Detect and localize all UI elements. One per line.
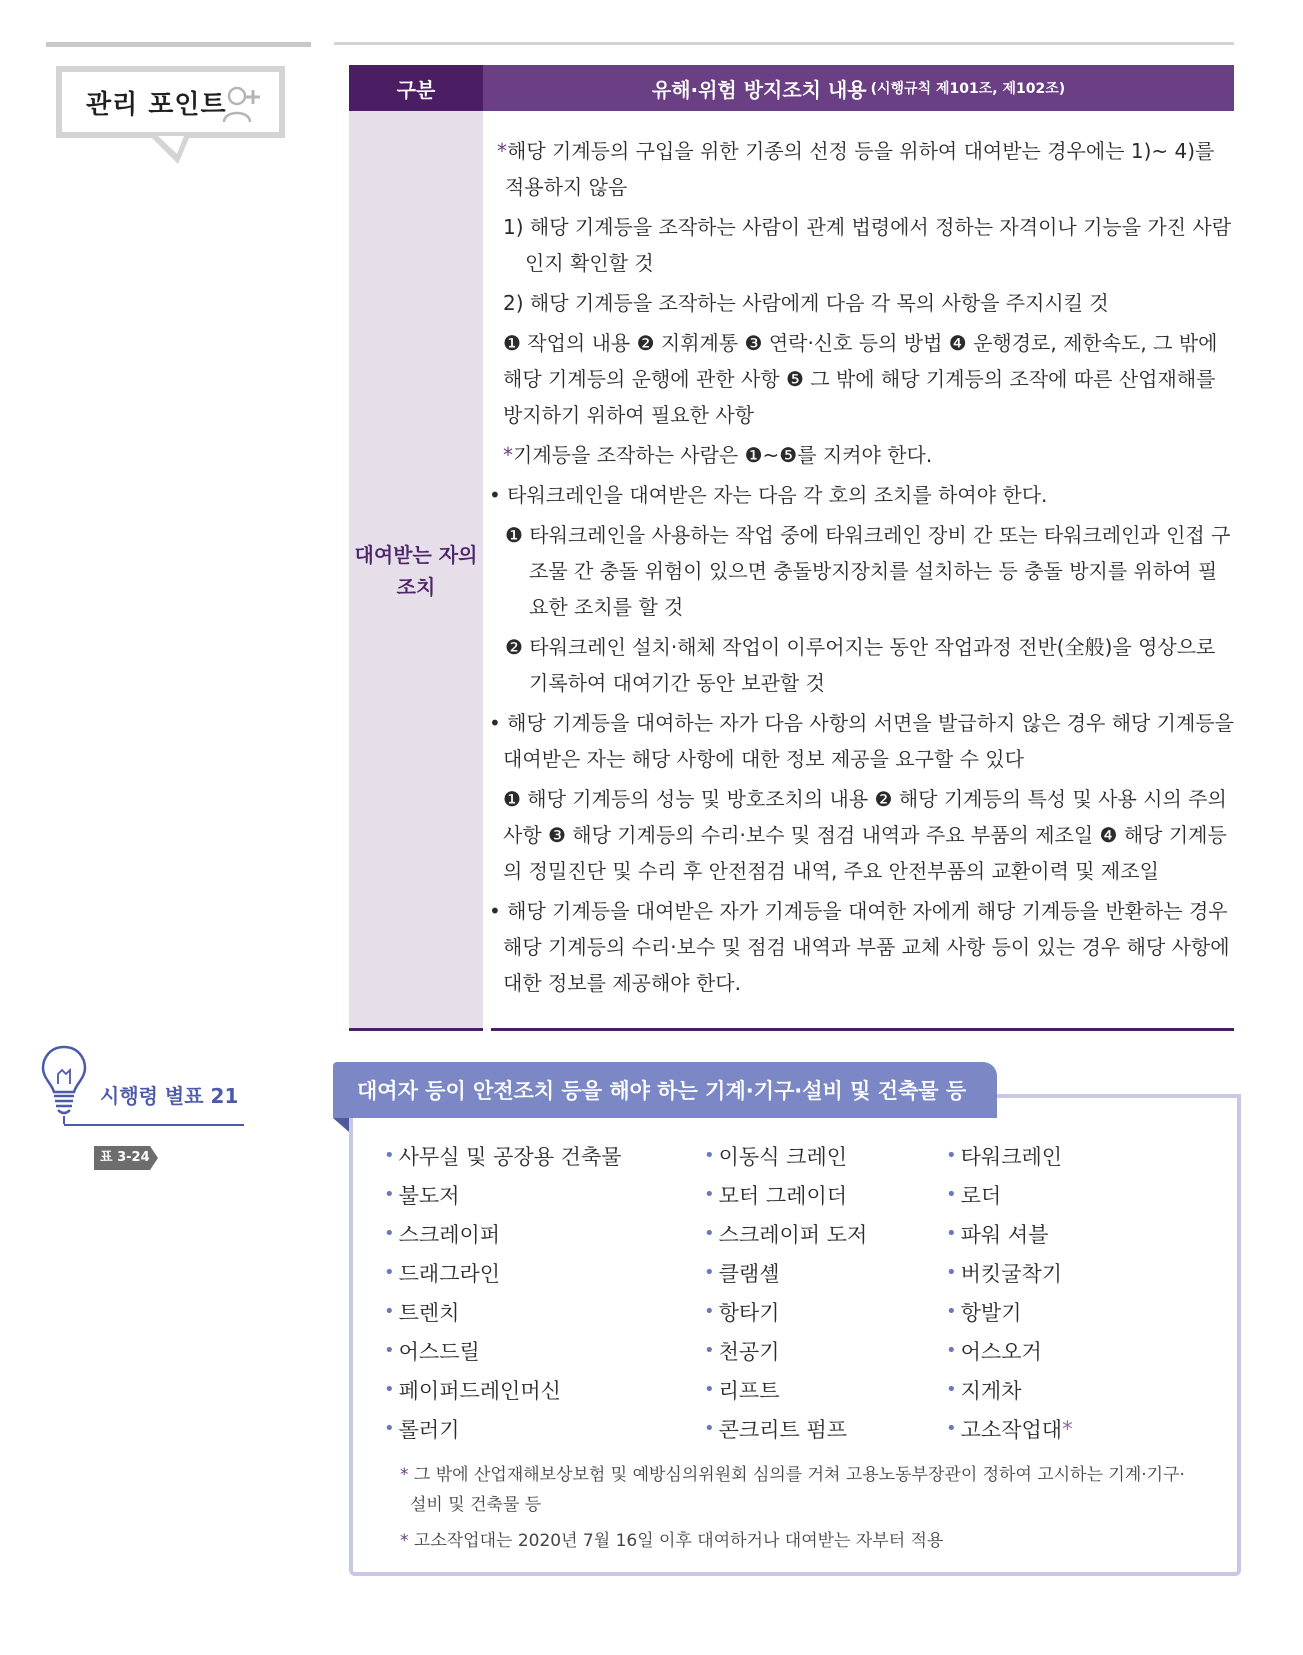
management-point-label: 관리 포인트 bbox=[86, 89, 227, 120]
equipment-item: • 항타기 bbox=[704, 1300, 780, 1325]
equipment-item: • 어스오거 bbox=[946, 1339, 1042, 1364]
frame-edge bbox=[1237, 1094, 1241, 1114]
equipment-item: • 사무실 및 공장용 건축물 bbox=[384, 1144, 622, 1169]
equipment-item: • 지게차 bbox=[946, 1378, 1022, 1403]
header-content bbox=[483, 65, 1234, 111]
lightbulb-icon bbox=[40, 1044, 88, 1124]
speech-tail bbox=[150, 136, 190, 168]
equipment-item: • 드래그라인 bbox=[384, 1261, 501, 1286]
table-content bbox=[491, 133, 1236, 1005]
equipment-row bbox=[384, 1214, 1204, 1253]
equipment-item: • 타워크레인 bbox=[946, 1144, 1063, 1169]
equipment-row bbox=[384, 1409, 1204, 1448]
equipment-item: • 어스드릴 bbox=[384, 1339, 480, 1364]
person-add-icon bbox=[221, 84, 265, 124]
content-bullet: • 타워크레인을 대여받은 자는 다음 각 호의 조치를 하여야 한다. bbox=[489, 483, 1048, 507]
equipment-row bbox=[384, 1253, 1204, 1292]
equipment-item: • 스크레이퍼 도저 bbox=[704, 1222, 868, 1247]
equipment-item: • 이동식 크레인 bbox=[704, 1144, 848, 1169]
equipment-item: • 스크레이퍼 bbox=[384, 1222, 501, 1247]
equipment-list-header: 대여자 등이 안전조치 등을 해야 하는 기계·기구·설비 및 건축물 등 bbox=[333, 1062, 997, 1118]
equipment-row bbox=[384, 1175, 1204, 1214]
content-item: ❶ 타워크레인을 사용하는 작업 중에 타워크레인 장비 간 또는 타워크레인과 인접 구조물 간 충돌 위험이 있으면 충돌방지장치를 설치하는 등 충돌 방지를 위하여 필요한 조치를 할 것 bbox=[505, 523, 1231, 619]
header-category: 구분 bbox=[349, 65, 483, 111]
top-rule-right bbox=[334, 42, 1234, 45]
equipment-item: • 로더 bbox=[946, 1183, 1002, 1208]
equipment-row bbox=[384, 1370, 1204, 1409]
equipment-item: • 모터 그레이더 bbox=[704, 1183, 848, 1208]
content-note: *기계등을 조작하는 사람은 ❶~❺를 지켜야 한다. bbox=[503, 443, 933, 467]
content-bullet: • 해당 기계등을 대여받은 자가 기계등을 대여한 자에게 해당 기계등을 반환하는 경우 해당 기계등의 수리·보수 및 점검 내역과 부품 교체 사항 등이 있는 경우 해당 사항에 대한 정보를 제공해야 한다. bbox=[489, 899, 1230, 995]
equipment-item: • 리프트 bbox=[704, 1378, 780, 1403]
frame-edge bbox=[980, 1094, 1241, 1098]
table-bottom-rule bbox=[349, 1028, 483, 1031]
decree-rule bbox=[64, 1124, 244, 1126]
equipment-item: • 버킷굴착기 bbox=[946, 1261, 1063, 1286]
content-bullet: • 해당 기계등을 대여하는 자가 다음 사항의 서면을 발급하지 않은 경우 해당 기계등을 대여받은 자는 해당 사항에 대한 정보 제공을 요구할 수 있다 bbox=[489, 711, 1234, 771]
content-item: ❶ 해당 기계등의 성능 및 방호조치의 내용 ❷ 해당 기계등의 특성 및 사용 시의 주의사항 ❸ 해당 기계등의 수리·보수 및 점검 내역과 주요 부품의 제조일 ❹ 해당 기계등의 정밀진단 및 수리 후 안전점검 내역, 주요 안전부품의 교환이력 및 제조일 bbox=[503, 787, 1227, 883]
equipment-grid bbox=[384, 1136, 1204, 1448]
equipment-item: • 불도저 bbox=[384, 1183, 460, 1208]
header-fold bbox=[333, 1118, 349, 1132]
footnote: * 그 밖에 산업재해보상보험 및 예방심의위원회 심의를 거쳐 고용노동부장관이 정하여 고시하는 기계·기구·설비 및 건축물 등 bbox=[400, 1465, 1185, 1515]
equipment-item: • 고소작업대 * bbox=[946, 1416, 1073, 1442]
content-item: ❶ 작업의 내용 ❷ 지휘계통 ❸ 연락·신호 등의 방법 ❹ 운행경로, 제한속도, 그 밖에 해당 기계등의 운행에 관한 사항 ❺ 그 밖에 해당 기계등의 조작에 따른 산업재해를 방지하기 위하여 필요한 사항 bbox=[503, 331, 1218, 427]
management-point-box bbox=[56, 66, 285, 138]
asterisk-mark: * bbox=[1062, 1416, 1073, 1441]
footnote: * 고소작업대는 2020년 7월 16일 이후 대여하거나 대여받는 자부터 적용 bbox=[400, 1531, 944, 1551]
decree-title: 시행령 별표 21 bbox=[100, 1084, 239, 1108]
table-bottom-rule bbox=[491, 1028, 1234, 1031]
content-item: 1) 해당 기계등을 조작하는 사람이 관계 법령에서 정하는 자격이나 기능을 가진 사람인지 확인할 것 bbox=[503, 215, 1232, 275]
equipment-item: • 항발기 bbox=[946, 1300, 1022, 1325]
content-item: ❷ 타워크레인 설치·해체 작업이 이루어지는 동안 작업과정 전반(全般)을 영상으로 기록하여 대여기간 동안 보관할 것 bbox=[505, 635, 1216, 695]
equipment-item: • 콘크리트 펌프 bbox=[704, 1417, 848, 1442]
equipment-item: • 파워 셔블 bbox=[946, 1222, 1049, 1247]
equipment-item: • 페이퍼드레인머신 bbox=[384, 1378, 561, 1403]
content-note: *해당 기계등의 구입을 위한 기종의 선정 등을 위하여 대여받는 경우에는 1)~ 4)를 적용하지 않음 bbox=[497, 139, 1215, 199]
equipment-row bbox=[384, 1331, 1204, 1370]
header-content-ref: (시행규칙 제101조, 제102조) bbox=[870, 81, 1066, 97]
table-header bbox=[349, 65, 1234, 111]
equipment-row bbox=[384, 1292, 1204, 1331]
top-rule-left bbox=[46, 42, 311, 47]
content-item: 2) 해당 기계등을 조작하는 사람에게 다음 각 목의 사항을 주지시킬 것 bbox=[503, 291, 1109, 315]
footnotes bbox=[400, 1460, 1200, 1556]
tag-label: 표 3-24 bbox=[100, 1150, 150, 1165]
category-column bbox=[349, 111, 483, 1031]
equipment-row bbox=[384, 1136, 1204, 1175]
equipment-item: • 클램셸 bbox=[704, 1261, 780, 1286]
category-label: 대여받는 자의 조치 bbox=[354, 543, 478, 599]
equipment-item: • 트렌치 bbox=[384, 1300, 460, 1325]
equipment-item: • 천공기 bbox=[704, 1339, 780, 1364]
header-content-title: 유해·위험 방지조치 내용 bbox=[651, 77, 867, 102]
equipment-item: • 롤러기 bbox=[384, 1417, 460, 1442]
